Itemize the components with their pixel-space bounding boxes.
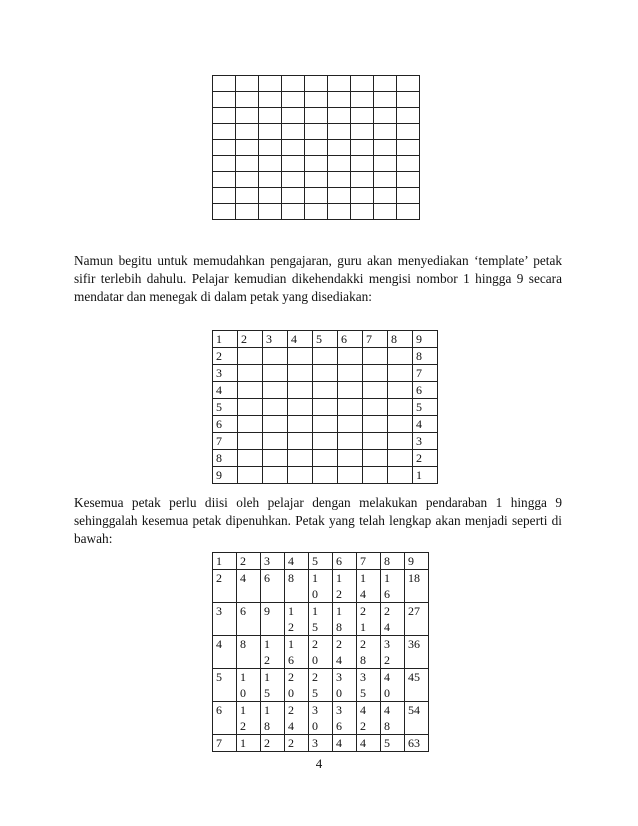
- table-cell: 1 2: [333, 570, 357, 603]
- grid-cell: [397, 124, 420, 140]
- grid-cell: [305, 92, 328, 108]
- grid-cell: [282, 140, 305, 156]
- grid-cell: [351, 124, 374, 140]
- table-cell: 7: [213, 433, 238, 450]
- grid-cell: [213, 204, 236, 220]
- table-cell: 6: [338, 331, 363, 348]
- table-cell: 4 0: [381, 669, 405, 702]
- table-cell: 7: [413, 365, 438, 382]
- grid-cell: [282, 108, 305, 124]
- table-cell: [313, 382, 338, 399]
- table-cell: 18: [405, 570, 429, 603]
- grid-cell: [259, 204, 282, 220]
- completed-row: [213, 702, 429, 735]
- table-cell: 1 6: [285, 636, 309, 669]
- grid-cell: [213, 76, 236, 92]
- grid-cell: [397, 172, 420, 188]
- table-cell: 3 5: [357, 669, 381, 702]
- table-cell: 6: [213, 416, 238, 433]
- table-cell: [388, 433, 413, 450]
- table-cell: 3: [263, 331, 288, 348]
- table-cell: [238, 382, 263, 399]
- table-cell: [288, 348, 313, 365]
- table-cell: 4 2: [357, 702, 381, 735]
- table-cell: [338, 399, 363, 416]
- grid-cell: [236, 204, 259, 220]
- table-cell: 2 4: [381, 603, 405, 636]
- table-cell: [388, 399, 413, 416]
- table-cell: [263, 348, 288, 365]
- table-cell: [288, 433, 313, 450]
- grid-cell: [282, 76, 305, 92]
- table-cell: [338, 382, 363, 399]
- table-cell: [363, 416, 388, 433]
- grid-cell: [397, 188, 420, 204]
- table-cell: 1 8: [261, 702, 285, 735]
- table-cell: [313, 365, 338, 382]
- grid-cell: [374, 156, 397, 172]
- grid-cell: [236, 140, 259, 156]
- grid-cell: [305, 204, 328, 220]
- table-cell: [238, 365, 263, 382]
- table-cell: 54: [405, 702, 429, 735]
- table-cell: 1 2: [237, 702, 261, 735]
- grid-cell: [282, 188, 305, 204]
- table-cell: 45: [405, 669, 429, 702]
- table-cell: [313, 433, 338, 450]
- table-cell: 1 0: [309, 570, 333, 603]
- grid-row: [213, 188, 420, 204]
- grid-cell: [374, 92, 397, 108]
- table-cell: 2: [413, 450, 438, 467]
- table-cell: [363, 382, 388, 399]
- table-cell: 5: [313, 331, 338, 348]
- grid-cell: [374, 108, 397, 124]
- table-cell: 3: [413, 433, 438, 450]
- table-cell: 4: [357, 735, 381, 752]
- table-cell: [288, 399, 313, 416]
- table-cell: 2: [237, 553, 261, 570]
- table-cell: 2 4: [333, 636, 357, 669]
- table-cell: 1 4: [357, 570, 381, 603]
- grid-cell: [236, 92, 259, 108]
- table-cell: 4: [288, 331, 313, 348]
- table-cell: [338, 450, 363, 467]
- table-cell: 9: [213, 467, 238, 484]
- grid-cell: [236, 188, 259, 204]
- table-cell: [388, 467, 413, 484]
- grid-cell: [328, 188, 351, 204]
- table-cell: [363, 365, 388, 382]
- table-cell: [338, 467, 363, 484]
- table-cell: 5: [309, 553, 333, 570]
- grid-cell: [259, 172, 282, 188]
- template-row: [213, 467, 438, 484]
- table-cell: 7: [213, 735, 237, 752]
- table-cell: [238, 399, 263, 416]
- grid-cell: [259, 140, 282, 156]
- table-cell: [238, 450, 263, 467]
- table-cell: 9: [261, 603, 285, 636]
- grid-cell: [351, 204, 374, 220]
- grid-cell: [397, 108, 420, 124]
- table-cell: 1 0: [237, 669, 261, 702]
- table-cell: 2 0: [309, 636, 333, 669]
- table-cell: 1 6: [381, 570, 405, 603]
- template-row: [213, 450, 438, 467]
- grid-cell: [328, 204, 351, 220]
- table-cell: [288, 467, 313, 484]
- table-cell: 8: [381, 553, 405, 570]
- table-cell: 6: [213, 702, 237, 735]
- grid-cell: [374, 124, 397, 140]
- completed-row: [213, 603, 429, 636]
- grid-cell: [328, 76, 351, 92]
- grid-cell: [305, 124, 328, 140]
- grid-cell: [397, 140, 420, 156]
- table-cell: 4 8: [381, 702, 405, 735]
- grid-cell: [351, 92, 374, 108]
- completed-row: [213, 636, 429, 669]
- page-number: 4: [315, 756, 323, 771]
- table-cell: 2: [261, 735, 285, 752]
- grid-row: [213, 172, 420, 188]
- grid-cell: [305, 76, 328, 92]
- grid-row: [213, 108, 420, 124]
- table-cell: 2 1: [357, 603, 381, 636]
- table-cell: 1 2: [285, 603, 309, 636]
- table-cell: 1 5: [309, 603, 333, 636]
- table-cell: [363, 467, 388, 484]
- table-cell: 3 2: [381, 636, 405, 669]
- table-cell: 4: [213, 636, 237, 669]
- table-cell: [363, 348, 388, 365]
- completed-row: [213, 735, 429, 752]
- table-cell: 2 4: [285, 702, 309, 735]
- grid-row: [213, 156, 420, 172]
- grid-cell: [236, 124, 259, 140]
- table-cell: 5: [213, 399, 238, 416]
- table-cell: 2: [238, 331, 263, 348]
- table-cell: 5: [413, 399, 438, 416]
- grid-cell: [397, 204, 420, 220]
- completed-table: [212, 552, 429, 752]
- grid-row: [213, 204, 420, 220]
- template-row: [213, 365, 438, 382]
- table-cell: 1: [213, 331, 238, 348]
- table-cell: 6: [261, 570, 285, 603]
- table-cell: [388, 348, 413, 365]
- grid-cell: [213, 108, 236, 124]
- grid-cell: [213, 92, 236, 108]
- table-cell: [338, 433, 363, 450]
- table-cell: [313, 348, 338, 365]
- table-cell: [288, 382, 313, 399]
- table-cell: [313, 467, 338, 484]
- table-cell: 5: [213, 669, 237, 702]
- grid-cell: [374, 172, 397, 188]
- grid-row: [213, 92, 420, 108]
- table-cell: [313, 399, 338, 416]
- table-cell: 4: [333, 735, 357, 752]
- grid-cell: [213, 124, 236, 140]
- grid-cell: [213, 172, 236, 188]
- grid-cell: [236, 108, 259, 124]
- table-cell: 2 0: [285, 669, 309, 702]
- table-cell: 9: [413, 331, 438, 348]
- grid-cell: [236, 156, 259, 172]
- table-cell: 4: [237, 570, 261, 603]
- grid-row: [213, 124, 420, 140]
- table-cell: 36: [405, 636, 429, 669]
- grid-cell: [282, 124, 305, 140]
- grid-cell: [374, 76, 397, 92]
- grid-cell: [328, 156, 351, 172]
- table-cell: 27: [405, 603, 429, 636]
- table-cell: [338, 365, 363, 382]
- grid-cell: [351, 76, 374, 92]
- grid-cell: [351, 172, 374, 188]
- table-cell: [263, 399, 288, 416]
- template-table: [212, 330, 438, 484]
- grid-cell: [351, 140, 374, 156]
- table-cell: [238, 433, 263, 450]
- table-cell: [388, 365, 413, 382]
- grid-cell: [374, 188, 397, 204]
- grid-cell: [259, 188, 282, 204]
- grid-cell: [259, 124, 282, 140]
- grid-cell: [397, 156, 420, 172]
- grid-cell: [305, 156, 328, 172]
- table-cell: [288, 416, 313, 433]
- table-cell: [388, 382, 413, 399]
- grid-cell: [213, 156, 236, 172]
- table-cell: 3: [213, 365, 238, 382]
- table-cell: 1 2: [261, 636, 285, 669]
- table-cell: 8: [237, 636, 261, 669]
- table-cell: 4: [413, 416, 438, 433]
- grid-cell: [282, 156, 305, 172]
- table-cell: [288, 365, 313, 382]
- table-cell: 9: [405, 553, 429, 570]
- table-cell: [388, 416, 413, 433]
- table-cell: 2 8: [357, 636, 381, 669]
- grid-cell: [259, 108, 282, 124]
- table-cell: [263, 382, 288, 399]
- grid-row: [213, 76, 420, 92]
- table-cell: 8: [388, 331, 413, 348]
- grid-cell: [236, 76, 259, 92]
- table-cell: 3: [261, 553, 285, 570]
- template-row: [213, 348, 438, 365]
- grid-cell: [213, 140, 236, 156]
- blank-grid: [212, 75, 420, 220]
- template-row: [213, 416, 438, 433]
- table-cell: 7: [363, 331, 388, 348]
- grid-cell: [259, 92, 282, 108]
- table-cell: 2: [213, 570, 237, 603]
- template-row: [213, 399, 438, 416]
- table-cell: 8: [285, 570, 309, 603]
- template-row: [213, 433, 438, 450]
- table-cell: [363, 450, 388, 467]
- table-cell: 8: [413, 348, 438, 365]
- table-cell: [313, 450, 338, 467]
- grid-cell: [374, 204, 397, 220]
- table-cell: [238, 467, 263, 484]
- completed-row: [213, 553, 429, 570]
- table-cell: [338, 416, 363, 433]
- grid-cell: [282, 92, 305, 108]
- grid-cell: [305, 140, 328, 156]
- completed-row: [213, 570, 429, 603]
- table-cell: 6: [237, 603, 261, 636]
- table-cell: [263, 433, 288, 450]
- grid-cell: [397, 92, 420, 108]
- template-row: [213, 382, 438, 399]
- table-cell: 1: [413, 467, 438, 484]
- grid-cell: [305, 172, 328, 188]
- grid-cell: [236, 172, 259, 188]
- grid-cell: [374, 140, 397, 156]
- table-cell: 1: [213, 553, 237, 570]
- table-cell: 2 5: [309, 669, 333, 702]
- table-cell: [263, 467, 288, 484]
- grid-cell: [328, 124, 351, 140]
- grid-cell: [328, 140, 351, 156]
- table-cell: [363, 433, 388, 450]
- grid-cell: [351, 108, 374, 124]
- table-cell: [238, 416, 263, 433]
- grid-cell: [282, 172, 305, 188]
- table-cell: 4: [213, 382, 238, 399]
- grid-row: [213, 140, 420, 156]
- table-cell: 3 6: [333, 702, 357, 735]
- table-cell: 8: [213, 450, 238, 467]
- table-cell: 3 0: [309, 702, 333, 735]
- table-cell: [338, 348, 363, 365]
- grid-cell: [259, 156, 282, 172]
- table-cell: 63: [405, 735, 429, 752]
- table-cell: 1: [237, 735, 261, 752]
- table-cell: 6: [333, 553, 357, 570]
- table-cell: [288, 450, 313, 467]
- table-cell: [363, 399, 388, 416]
- table-cell: [388, 450, 413, 467]
- grid-cell: [397, 76, 420, 92]
- table-cell: [263, 450, 288, 467]
- table-cell: 6: [413, 382, 438, 399]
- grid-cell: [213, 188, 236, 204]
- table-cell: [263, 416, 288, 433]
- paragraph-template-intro: Namun begitu untuk memudahkan pengajaran, guru akan menyediakan ‘template’ petak sifir terlebih dahulu. Pelajar kemudian dikehendakki mengisi nombor 1 hingga 9 secara mendatar dan menegak di dalam petak yang disediakan:: [74, 253, 562, 304]
- grid-cell: [305, 108, 328, 124]
- table-cell: 3 0: [333, 669, 357, 702]
- template-row: [213, 331, 438, 348]
- table-cell: [313, 416, 338, 433]
- table-cell: 3: [213, 603, 237, 636]
- table-cell: 7: [357, 553, 381, 570]
- table-cell: 2: [285, 735, 309, 752]
- grid-cell: [282, 204, 305, 220]
- table-cell: 1 5: [261, 669, 285, 702]
- grid-cell: [328, 108, 351, 124]
- grid-cell: [328, 172, 351, 188]
- completed-row: [213, 669, 429, 702]
- grid-cell: [328, 92, 351, 108]
- grid-cell: [305, 188, 328, 204]
- paragraph-completed-intro: Kesemua petak perlu diisi oleh pelajar dengan melakukan pendaraban 1 hingga 9 sehinggalah kesemua petak dipenuhkan. Petak yang telah lengkap akan menjadi seperti di bawah:: [74, 495, 562, 546]
- table-cell: 5: [381, 735, 405, 752]
- grid-cell: [351, 156, 374, 172]
- grid-cell: [351, 188, 374, 204]
- table-cell: 3: [309, 735, 333, 752]
- table-cell: [238, 348, 263, 365]
- grid-cell: [259, 76, 282, 92]
- table-cell: 1 8: [333, 603, 357, 636]
- table-cell: [263, 365, 288, 382]
- table-cell: 4: [285, 553, 309, 570]
- table-cell: 2: [213, 348, 238, 365]
